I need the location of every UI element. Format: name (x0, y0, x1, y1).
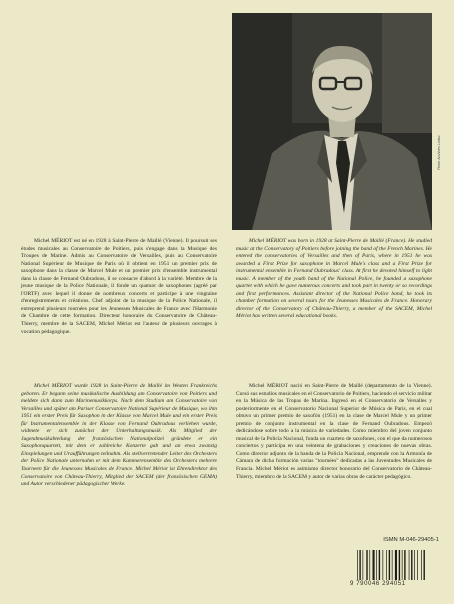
biography-german (21, 383, 217, 489)
photo-credit: Photo Archives Leduc (437, 135, 441, 170)
portrait-of-michel-meriot-image (232, 13, 432, 230)
biography-french-text: Michel MÉRIOT est né en 1928 à Saint-Pierre de Maillé (Vienne). Il poursuit ses études musicales au Conservatoire de Poitiers, puis s'engage dans la Musique des Troupes de Marine. Admis au Conservatoire de Versailles, puis au Conservatoire National Supérieur de Musique de Paris où il obtient en 1951 un premier prix de saxophone dans la classe de Marcel Mule et un premier prix d'ensemble instrumental dans la classe de Fernand Oubradous, il se consacre d'abord à la variété. Membre de la jeune musique de la Police Nationale, il fonde un quatuor de saxophones (agréé par l'ORTF) avec lequel il donne de nombreux concerts et participe à une vingtaine d'enregistrements et créations. Chef adjoint de la musique de la Police Nationale, il entreprend plusieurs tournées pour les Jeunesses Musicales de France avec l'Harmonie de Chambre de cette formation. Directeur honoraire du Conservatoire de Château-Thierry, membre de la SACEM, Michel Mériot est l'auteur de plusieurs ouvrages à vocation pédagogique. (21, 238, 217, 335)
biography-spanish (236, 383, 432, 481)
biography-french (21, 238, 217, 336)
biography-spanish-text: Michel MÉRIOT nació en Saint-Pierre de Maillé (departamento de la Vienne). Cursó sus estudios musicales en el Conservatorio de Poitiers, haciendo el servicio militar en la Música de las Tropas de Marina. Ingresó en el Conservatorio de Versalles y posteriormente en el Conservatorio Nacional Superior de Música de París, en el cual obtuvo un primer premio de saxofón (1951) en la clase de Marcel Mule y un primer premio de conjunto instrumental en la clase de Fernand Oubradous. Empezó dedicándose sobre todo a la música de variedades. Como miembro del joven conjunto musical de la Policía Nacional, funda un cuarteto de saxofones, con el que da numerosos conciertos y participa en una veintena de grabaciones y creaciones de nuevas obras. Como director adjunto de la banda de la Policía Nacional, emprende con la Armonía de Cámara de dicha formación varias "tournées" dedicadas a las Juventudes Musicales de Francia. Michel Mériot es asimismo director honorario del Conservatorio de Château-Thierry, miembro de la SACEM y autor de varias obras de carácter pedagógico. (236, 383, 432, 480)
biography-english-text: Michel MÉRIOT was born in 1928 at Saint-Pierre de Maillé (France). He studied music at the Conservatory of Poitiers before joining the band of the French Marines. He entered the conservatories of Versailles and then of Paris, where in 1951 he was awarded a First Prize for saxophone in Marcel Mule's class and a First Prize for instrumental ensemble in Fernand Oubradous' class. At first he devoted himself to light music. A member of the youth band of the National Police, he founded a saxophone quartet with which he gave numerous concerts and took part in twenty or so recordings and first performances. Assistant director of the National Police band, he took its chamber formation on several tours for the Jeunesses Musicales de France. Honorary director of the Conservatory of Château-Thierry, a member of the SACEM, Michel Mériot has written several educational books. (236, 238, 432, 320)
ismn-number: ISMN M-046-29405-1 (383, 537, 439, 543)
portrait-photo (232, 13, 432, 230)
biography-english (236, 238, 432, 321)
barcode-icon (356, 550, 426, 580)
biography-german-text: Michel MÉRIOT wurde 1928 in Saint-Pierre de Maillé im Westen Frankreichs geboren. Er begann seine musikalische Ausbildung am Conservatoire von Poitiers und meldete sich dann zum Marinemusikkorps. Nach dem Studium am Conservatoire von Versailles und später am Pariser Conservatoire National Supérieur de Musique, wo ihm 1951 ein erster Preis für Saxophon in der Klasse von Marcel Mule und ein erster Preis für Instrumentalensemble in der Klasse von Fernand Oubradous verliehen wurde, widmete er sich zunächst der Unterhaltungsmusik. Als Mitglied der Jugendmusikabteilung der französischen Nationalpolizei gründete er ein Saxophonquartett, mit dem er zahlreiche Konzerte gab und an etwa zwanzig Einspielungen und Uraufführungen teilnahm. Als stellvertretender Leiter des Orchesters der Police Nationale unternahm er mit dem Kammerensemble des Orchesters mehrere Tourneen für die Jeunesses Musicales de France. Michel Mériot ist Ehrendirektor des Conservatoire von Château-Thierry, Mitglied der SACEM (der französischen GEMA) und Autor verschiedener pädagogischer Werke. (21, 383, 217, 488)
barcode-digits: 9 790046 294051 (350, 581, 406, 587)
